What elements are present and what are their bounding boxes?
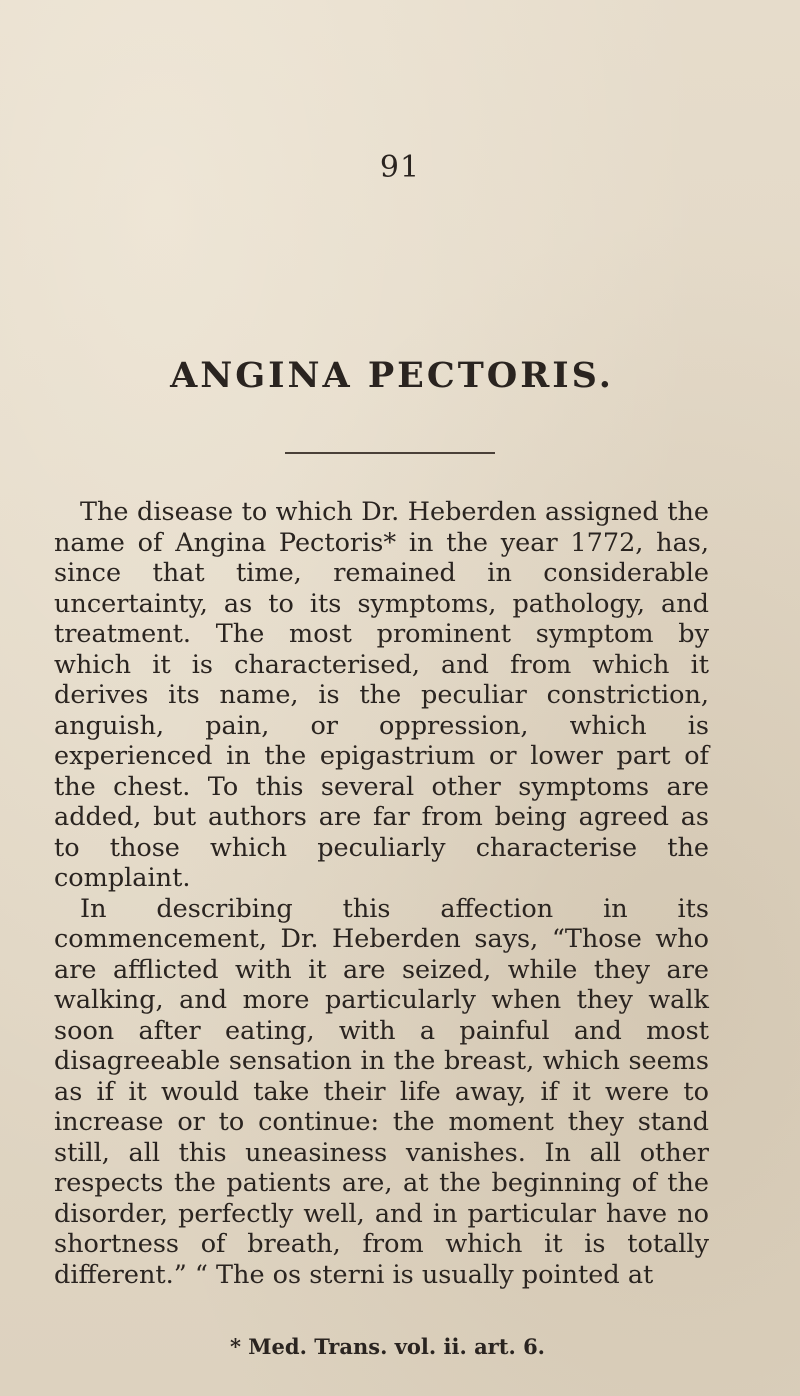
- footnote: [0, 1332, 800, 1362]
- page-number: 91: [379, 150, 421, 185]
- paragraph-2: In describing this affection in its commencement, Dr. Heberden says, “Those who are afflicted with it are seized, while they are walking, and more particularly when they walk soon after eating, with a painful and most disagreeable sensation in the breast, which seems as if it would take their life away, if it were to increase or to continue: the moment they stand still, all this uneasiness vanishes. In all other respects the patients are, at the beginning of the disorder, perfectly well, and in particular have no shortness of breath, from which it is totally different.” “ The os sterni is usually pointed at: [54, 893, 709, 1290]
- title-divider: [285, 452, 495, 454]
- body-text: [54, 497, 709, 1362]
- chapter-title: ANGINA PECTORIS.: [170, 355, 614, 396]
- footnote-text: * Med. Trans. vol. ii. art. 6.: [230, 1334, 545, 1359]
- paragraph-1: The disease to which Dr. Heberden assigned the name of Angina Pectoris* in the year 1772, has, since that time, remained in considerable uncertainty, as to its symptoms, pathology, and treatment. The most prominent symptom by which it is characterised, and from which it derives its name, is the peculiar constriction, anguish, pain, or oppression, which is experienced in the epigastrium or lower part of the chest. To this several other symptoms are added, but authors are far from being agreed as to those which peculiarly characterise the complaint.: [54, 497, 709, 893]
